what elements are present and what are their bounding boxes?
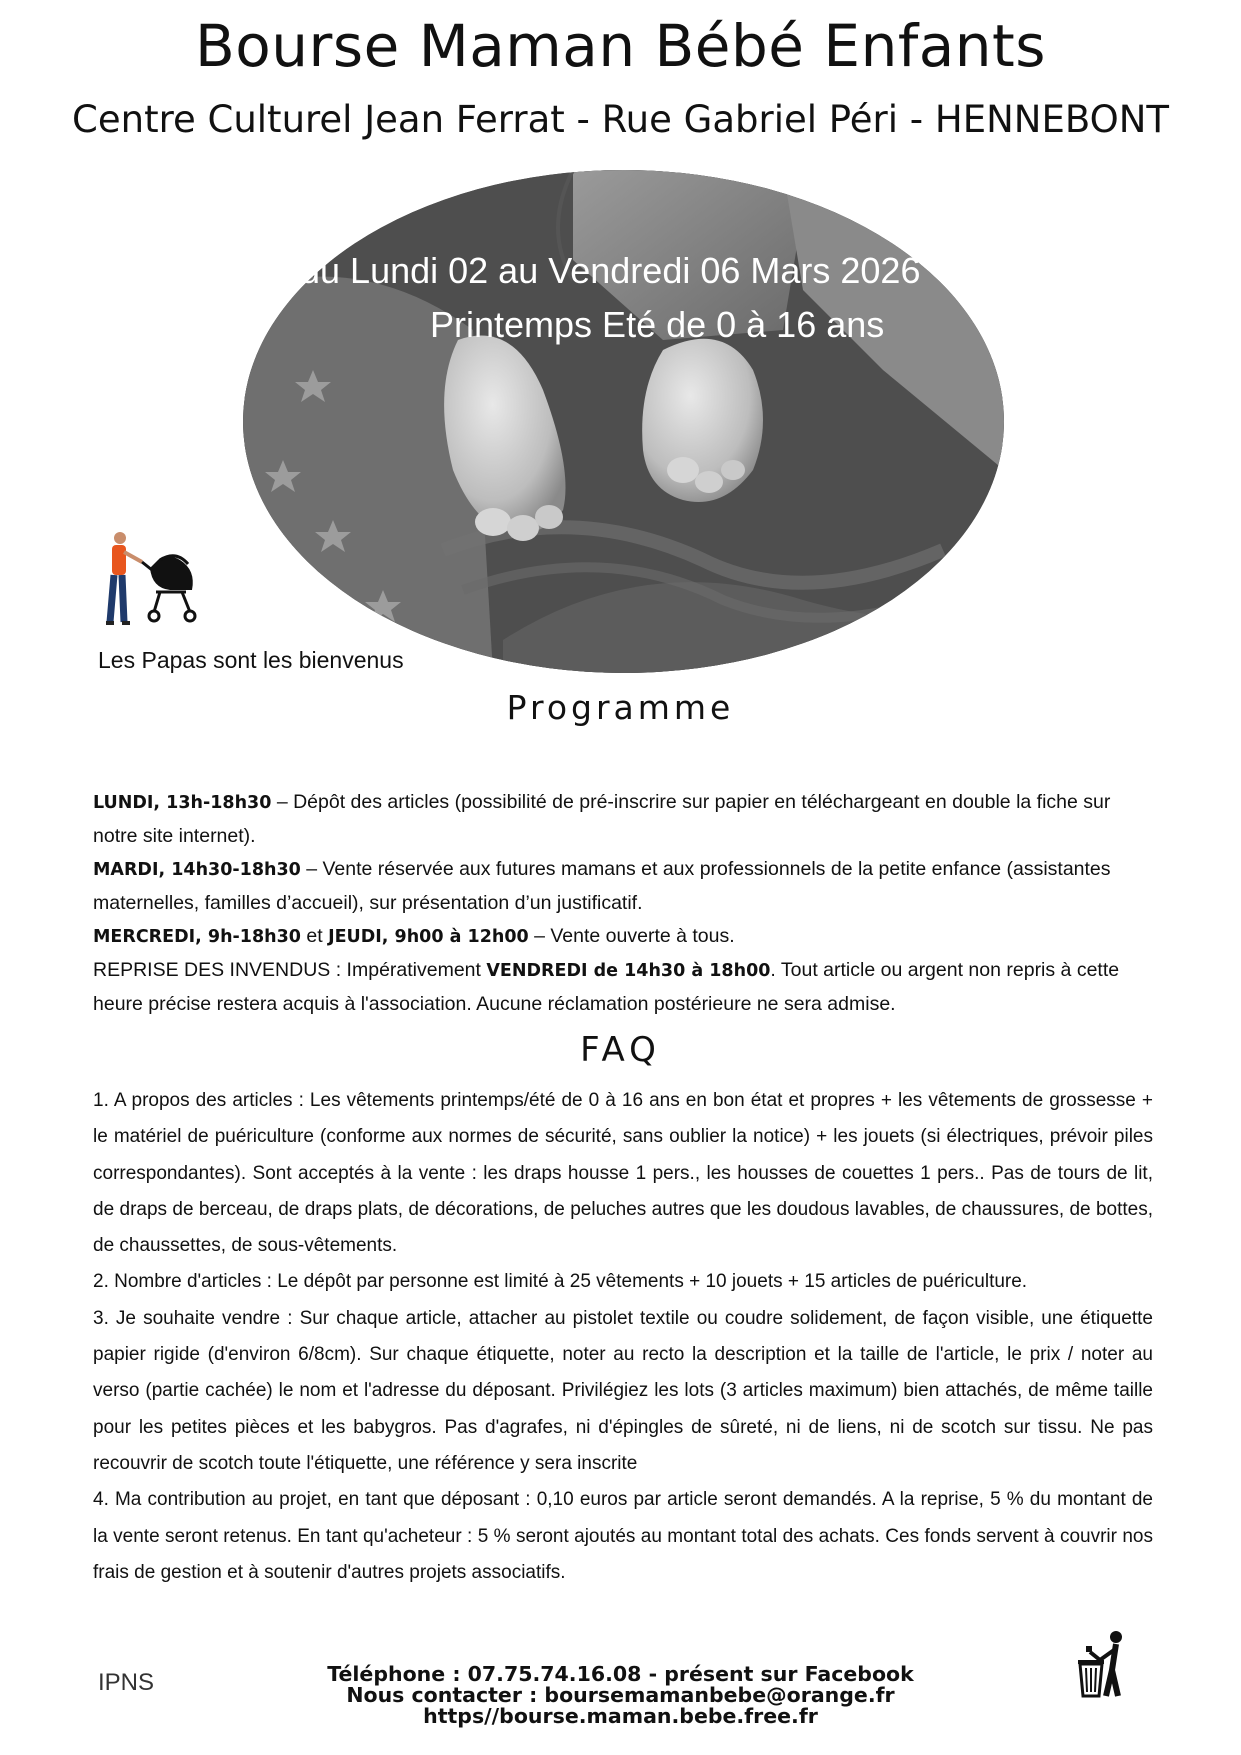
contact-phone: Téléphone : 07.75.74.16.08 - présent sur Facebook	[327, 1662, 914, 1686]
programme-mercredi-jeudi	[93, 920, 1153, 954]
programme-mardi	[93, 853, 1153, 920]
faq-title: FAQ	[580, 1030, 661, 1070]
faq-item-contribution: 4. Ma contribution au projet, en tant que déposant : 0,10 euros par article seront demandés. A la reprise, 5 % du montant de la vente seront retenus. En tant qu'acheteur : 5 % seront ajoutés au montant total des achats. Ces fonds servent à couvrir nos frais de gestion et à soutenir d'autres projets associatifs.	[93, 1489, 1153, 1583]
mercredi-text: – Vente ouverte à tous.	[528, 925, 735, 947]
programme-lundi	[93, 786, 1153, 853]
event-dates: du Lundi 02 au Vendredi 06 Mars 2026	[300, 250, 921, 291]
father-with-stroller-icon	[100, 530, 200, 630]
contact-website[interactable]: https//bourse.maman.bebe.free.fr	[423, 1704, 818, 1728]
lundi-label: LUNDI, 13h-18h30	[93, 793, 272, 813]
contact-block	[300, 1664, 941, 1727]
ipns-label: IPNS	[98, 1669, 155, 1696]
reprise-label: VENDREDI de 14h30 à 18h00	[486, 961, 771, 981]
programme-title: Programme	[506, 688, 735, 727]
papas-caption: Les Papas sont les bienvenus	[98, 647, 404, 673]
faq-item-vendre: 3. Je souhaite vendre : Sur chaque article, attacher au pistolet textile ou coudre solidement, de façon visible, une étiquette papier rigide (d'environ 6/8cm). Sur chaque étiquette, noter au recto la description et la taille de l'article, le prix / noter au verso (partie cachée) le nom et l'adresse du déposant. Privilégiez les lots (3 articles maximum) bien attachés, de même taille pour les petites pièces et les babygros. Pas d'agrafes, ni d'épingles de sûreté, ni de liens, ni de scotch sur tissu. Ne pas recouvrir de scotch toute l'étiquette, une référence y sera inscrite	[93, 1307, 1153, 1474]
event-season: Printemps Eté de 0 à 16 ans	[430, 304, 885, 345]
venue-subtitle: Centre Culturel Jean Ferrat - Rue Gabriel Péri - HENNEBONT	[72, 98, 1169, 141]
programme-section	[93, 786, 1153, 1021]
reprise-intro: REPRISE DES INVENDUS : Impérativement	[93, 959, 487, 981]
baby-feet-photo	[243, 170, 1004, 673]
faq-section	[93, 1083, 1153, 1591]
mardi-label: MARDI, 14h30-18h30	[93, 860, 301, 880]
mercredi-label: MERCREDI, 9h-18h30	[93, 927, 301, 947]
contact-email[interactable]: Nous contacter : boursemamanbebe@orange.fr	[346, 1683, 895, 1707]
jeudi-label: JEUDI, 9h00 à 12h00	[328, 927, 529, 947]
lundi-text: – Dépôt des articles (possibilité de pré-inscrire sur papier en téléchargeant en double la fiche sur notre site internet).	[93, 791, 1111, 847]
mardi-text: – Vente réservée aux futures mamans et aux professionnels de la petite enfance (assistantes maternelles, familles d’accueil), sur présentation d’un justificatif.	[93, 858, 1111, 914]
reprise-text: . Tout article ou argent non repris à cette heure précise restera acquis à l'association. Aucune réclamation postérieure ne sera admise.	[93, 959, 1120, 1015]
faq-item-nombre: 2. Nombre d'articles : Le dépôt par personne est limité à 25 vêtements + 10 jouets + 15 articles de puériculture.	[93, 1271, 1028, 1293]
trash-bin-icon	[1076, 1630, 1136, 1700]
mercredi-and: et	[300, 925, 329, 947]
faq-item-articles: 1. A propos des articles : Les vêtements printemps/été de 0 à 16 ans en bon état et propres + les vêtements de grossesse + le matériel de puériculture (conforme aux normes de sécurité, sans oublier la notice) + les jouets (si électriques, prévoir piles correspondantes). Sont acceptés à la vente : les draps housse 1 pers., les housses de couettes 1 pers.. Pas de tours de lit, de draps de berceau, de draps plats, de décorations, de peluches autres que les doudous lavables, de chaussures, de bottes, de chaussettes, de sous-vêtements.	[93, 1090, 1153, 1257]
programme-reprise	[93, 954, 1153, 1021]
page-title: Bourse Maman Bébé Enfants	[194, 12, 1047, 80]
photo-illustration	[243, 170, 1004, 673]
